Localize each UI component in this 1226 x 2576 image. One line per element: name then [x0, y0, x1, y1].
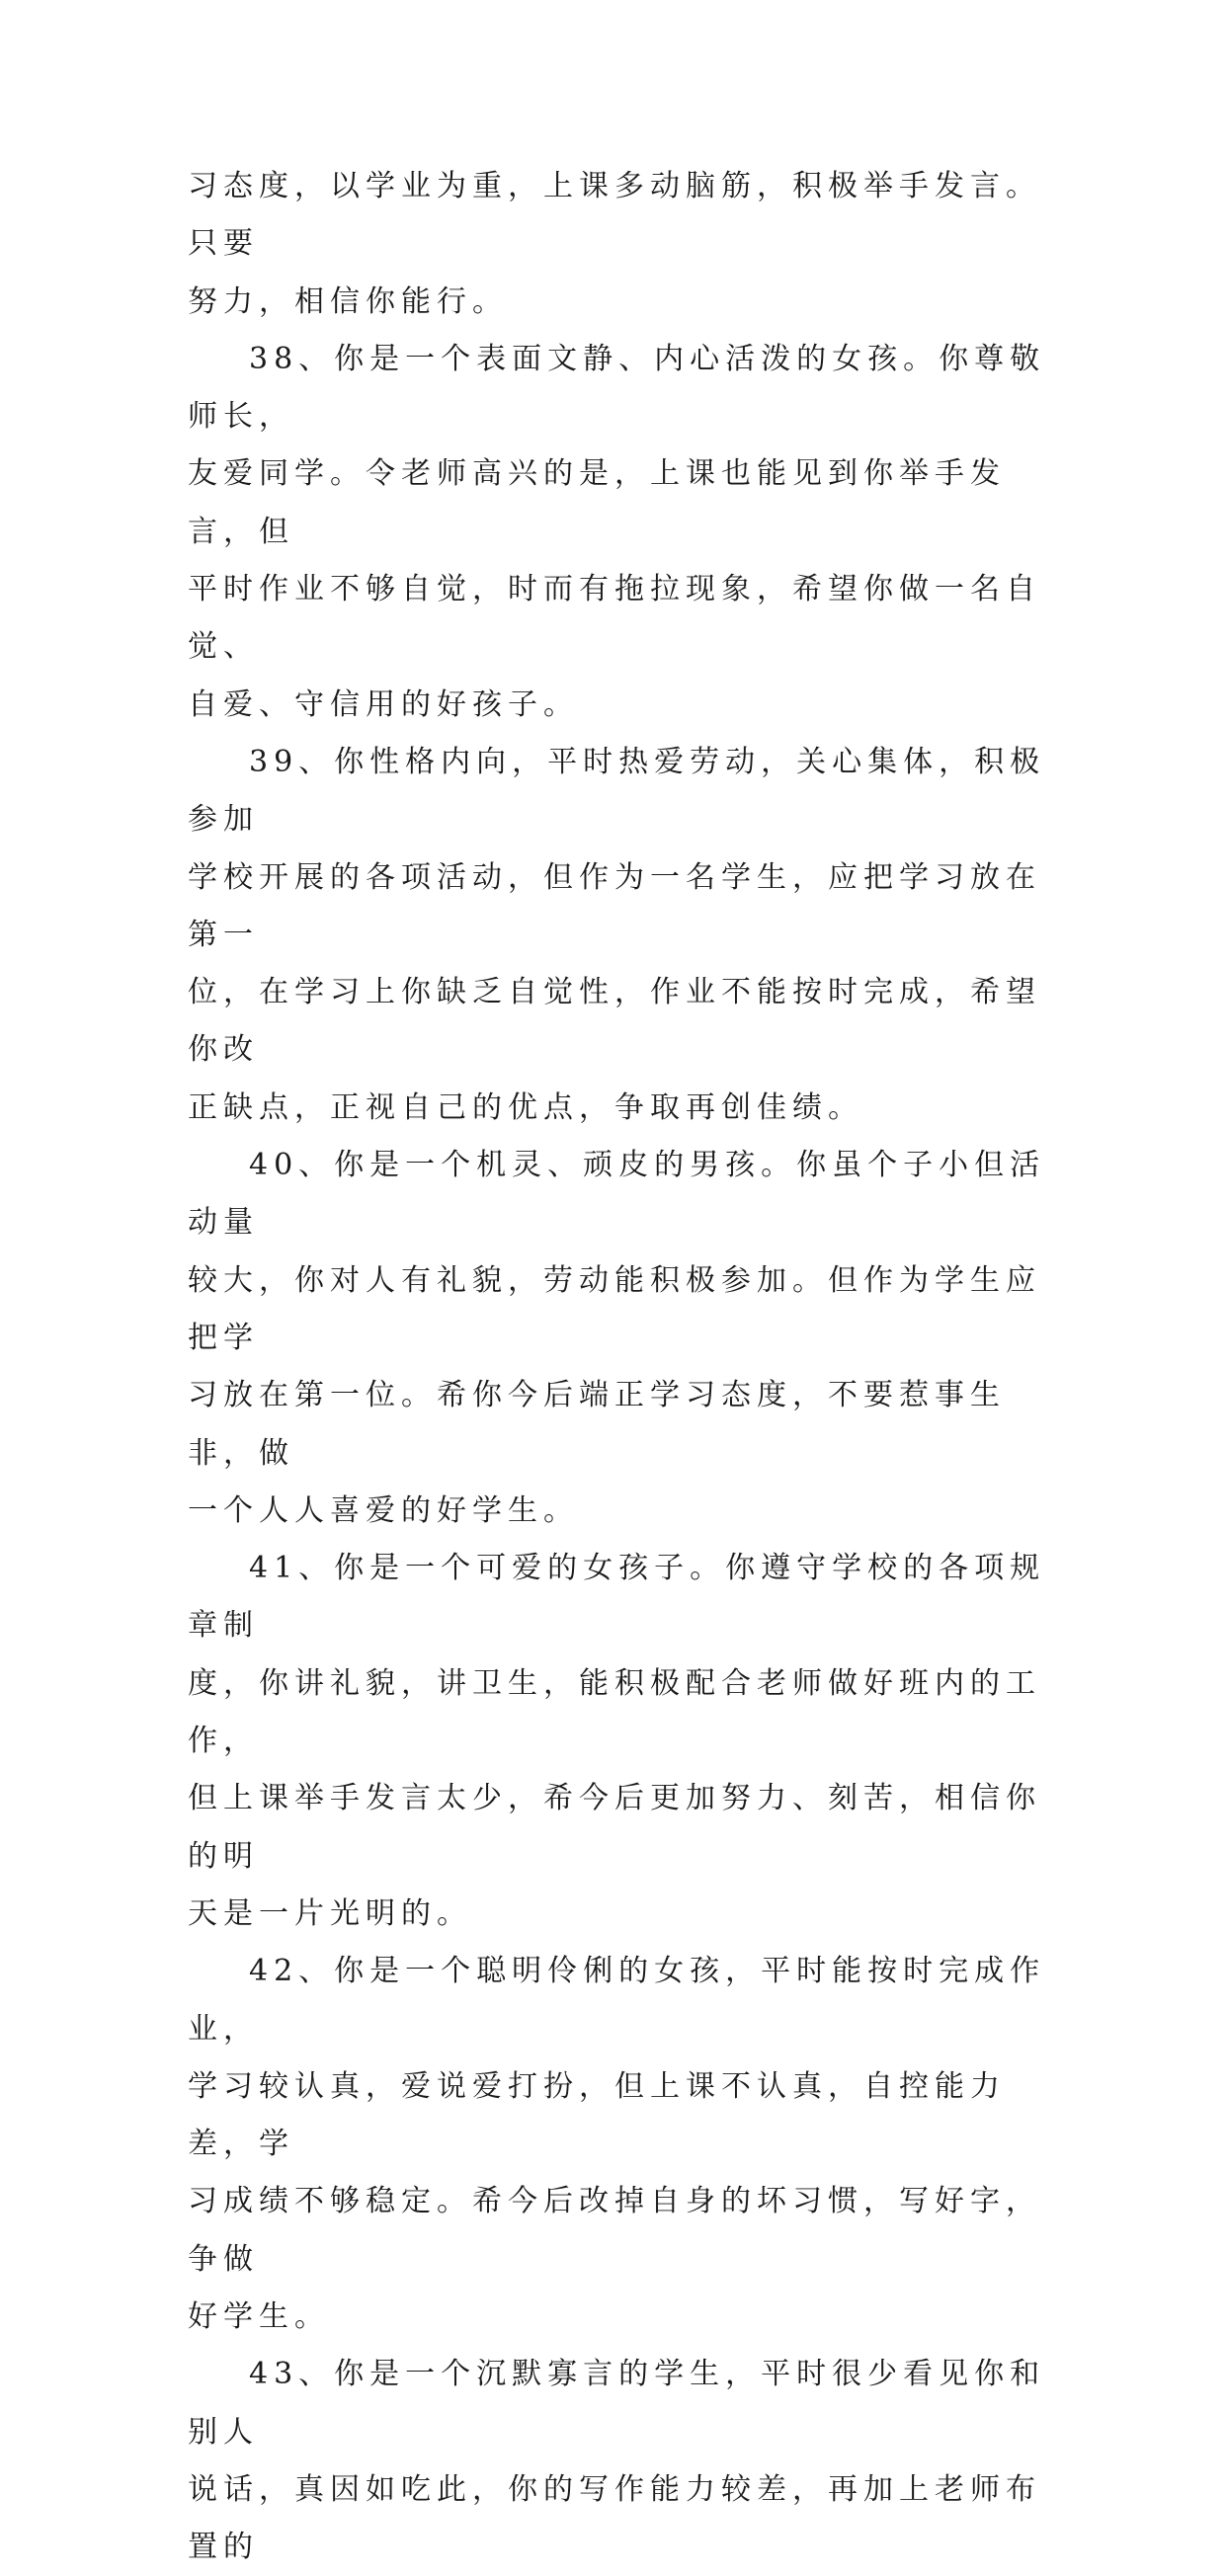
paragraph-37-continuation: [188, 158, 1057, 331]
text-line: 习态度，以学业为重，上课多动脑筋，积极举手发言。只要: [188, 169, 1041, 262]
paragraph-40: [188, 1137, 1057, 1540]
text-line: 习成绩不够稳定。希今后改掉自身的坏习惯，写好字，争做: [188, 2184, 1041, 2277]
text-line: 较大，你对人有礼貌，劳动能积极参加。但作为学生应把学: [188, 1262, 1041, 1355]
text-line: 38、你是一个表面文静、内心活泼的女孩。你尊敬师长，: [188, 341, 1046, 435]
text-line: 友爱同学。令老师高兴的是，上课也能见到你举手发言，但: [188, 456, 1006, 549]
text-line: 39、你性格内向，平时热爱劳动，关心集体，积极参加: [188, 744, 1046, 838]
document-body: [188, 158, 1057, 2576]
text-line: 一个人人喜爱的好学生。: [188, 1492, 579, 1528]
text-line: 好学生。: [188, 2298, 330, 2334]
paragraph-41: [188, 1540, 1057, 1943]
paragraph-43: [188, 2346, 1057, 2576]
text-line: 度，你讲礼貌，讲卫生，能积极配合老师做好班内的工作，: [188, 1665, 1041, 1759]
text-line: 习放在第一位。希你今后端正学习态度，不要惹事生非，做: [188, 1378, 1006, 1471]
text-line: 学习较认真，爱说爱打扮，但上课不认真，自控能力差，学: [188, 2068, 1006, 2162]
text-line: 说话，真因如吃此，你的写作能力较差，再加上老师布置的: [188, 2471, 1041, 2565]
text-line: 平时作业不够自觉，时而有拖拉现象，希望你做一名自觉、: [188, 572, 1041, 665]
text-line: 努力，相信你能行。: [188, 283, 508, 319]
paragraph-39: [188, 734, 1057, 1137]
paragraph-42: [188, 1943, 1057, 2346]
text-line: 学校开展的各项活动，但作为一名学生，应把学习放在第一: [188, 859, 1041, 952]
text-line: 41、你是一个可爱的女孩子。你遵守学校的各项规章制: [188, 1551, 1046, 1644]
text-line: 40、你是一个机灵、顽皮的男孩。你虽个子小但活动量: [188, 1148, 1046, 1241]
text-line: 42、你是一个聪明伶俐的女孩，平时能按时完成作业，: [188, 1954, 1046, 2047]
text-line: 天是一片光明的。: [188, 1895, 472, 1931]
text-line: 43、你是一个沉默寡言的学生，平时很少看见你和别人: [188, 2357, 1046, 2450]
text-line: 自爱、守信用的好孩子。: [188, 686, 579, 722]
paragraph-38: [188, 331, 1057, 734]
text-line: 正缺点，正视自己的优点，争取再创佳绩。: [188, 1089, 863, 1125]
text-line: 位，在学习上你缺乏自觉性，作业不能按时完成，希望你改: [188, 975, 1041, 1068]
text-line: 但上课举手发言太少，希今后更加努力、刻苦，相信你的明: [188, 1781, 1041, 1874]
